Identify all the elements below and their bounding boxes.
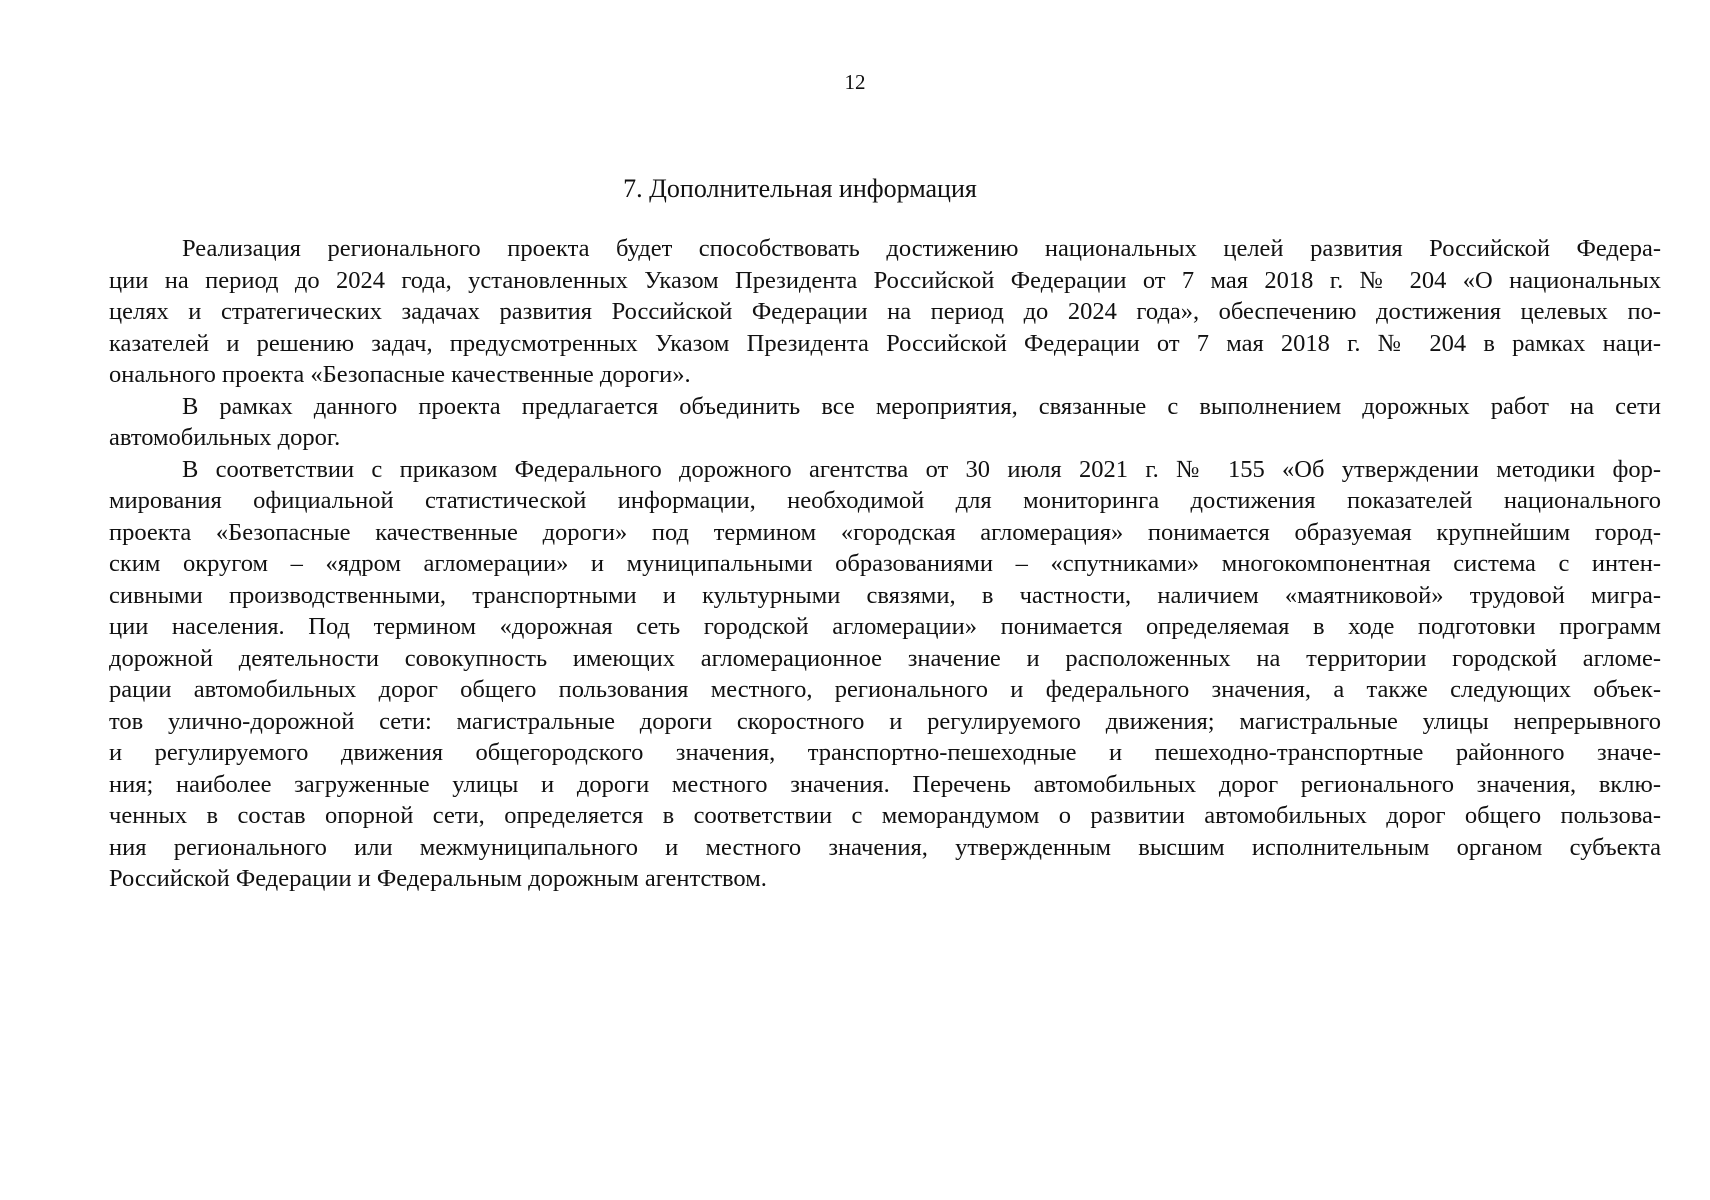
- paragraph-line: и регулируемого движения общегородского значения, транспортно-пешеходные и пешеходно-транспортные районного значе-: [109, 739, 1661, 766]
- paragraph-line: сивными производственными, транспортными и культурными связями, в частности, наличием «маятниковой» трудовой мигра-: [109, 581, 1661, 609]
- paragraph-line: ции населения. Под термином «дорожная сеть городской агломерации» понимается определяемая в ходе подготовки программ: [109, 613, 1661, 640]
- paragraph-line: проекта «Безопасные качественные дороги» под термином «городская агломерация» понимается образуемая крупнейшим город-: [109, 518, 1661, 546]
- paragraph-1: [109, 233, 1661, 391]
- section-title: 7. Дополнительная информация: [623, 174, 977, 203]
- paragraph-line: Российской Федерации и Федеральным дорожным агентством.: [109, 865, 767, 892]
- paragraph-line: ции на период до 2024 года, установленных Указом Президента Российской Федерации от 7 мая 2018 г. № 204 «О национальных: [109, 266, 1661, 294]
- paragraph-line: Реализация регионального проекта будет способствовать достижению национальных целей развития Российской Федера-: [182, 235, 1661, 262]
- paragraph-line: В рамках данного проекта предлагается объединить все мероприятия, связанные с выполнением дорожных работ на сети: [182, 392, 1661, 420]
- paragraph-line: дорожной деятельности совокупность имеющих агломерационное значение и расположенных на территории городской агломе-: [109, 644, 1661, 672]
- paragraph-line: онального проекта «Безопасные качественные дороги».: [109, 361, 691, 388]
- document-body: [109, 233, 1661, 895]
- paragraph-line: рации автомобильных дорог общего пользования местного, регионального и федерального значения, а также следующих объек-: [109, 676, 1661, 703]
- paragraph-line: целях и стратегических задачах развития Российской Федерации на период до 2024 года», обеспечению достижения целевых по-: [109, 298, 1661, 325]
- paragraph-line: тов улично-дорожной сети: магистральные дороги скоростного и регулируемого движения; магистральные улицы непрерывного: [109, 707, 1661, 735]
- paragraph-line: В соответствии с приказом Федерального дорожного агентства от 30 июля 2021 г. № 155 «Об утверждении методики фор-: [182, 455, 1661, 483]
- paragraph-2: [109, 391, 1661, 454]
- paragraph-3: [109, 454, 1661, 895]
- paragraph-line: казателей и решению задач, предусмотренных Указом Президента Российской Федерации от 7 мая 2018 г. № 204 в рамках наци-: [109, 329, 1661, 357]
- page-number: 12: [844, 70, 866, 94]
- paragraph-line: мирования официальной статистической информации, необходимой для мониторинга достижения показателей национального: [109, 487, 1661, 514]
- paragraph-line: ния; наиболее загруженные улицы и дороги местного значения. Перечень автомобильных дорог регионального значения, вклю-: [109, 770, 1661, 798]
- paragraph-line: ния регионального или межмуниципального и местного значения, утвержденным высшим исполнительным органом субъекта: [109, 833, 1661, 861]
- paragraph-line: ским округом – «ядром агломерации» и муниципальными образованиями – «спутниками» многокомпонентная система с интен-: [109, 550, 1661, 577]
- paragraph-line: автомобильных дорог.: [109, 424, 341, 451]
- paragraph-line: ченных в состав опорной сети, определяется в соответствии с меморандумом о развитии автомобильных дорог общего пользова-: [109, 802, 1661, 829]
